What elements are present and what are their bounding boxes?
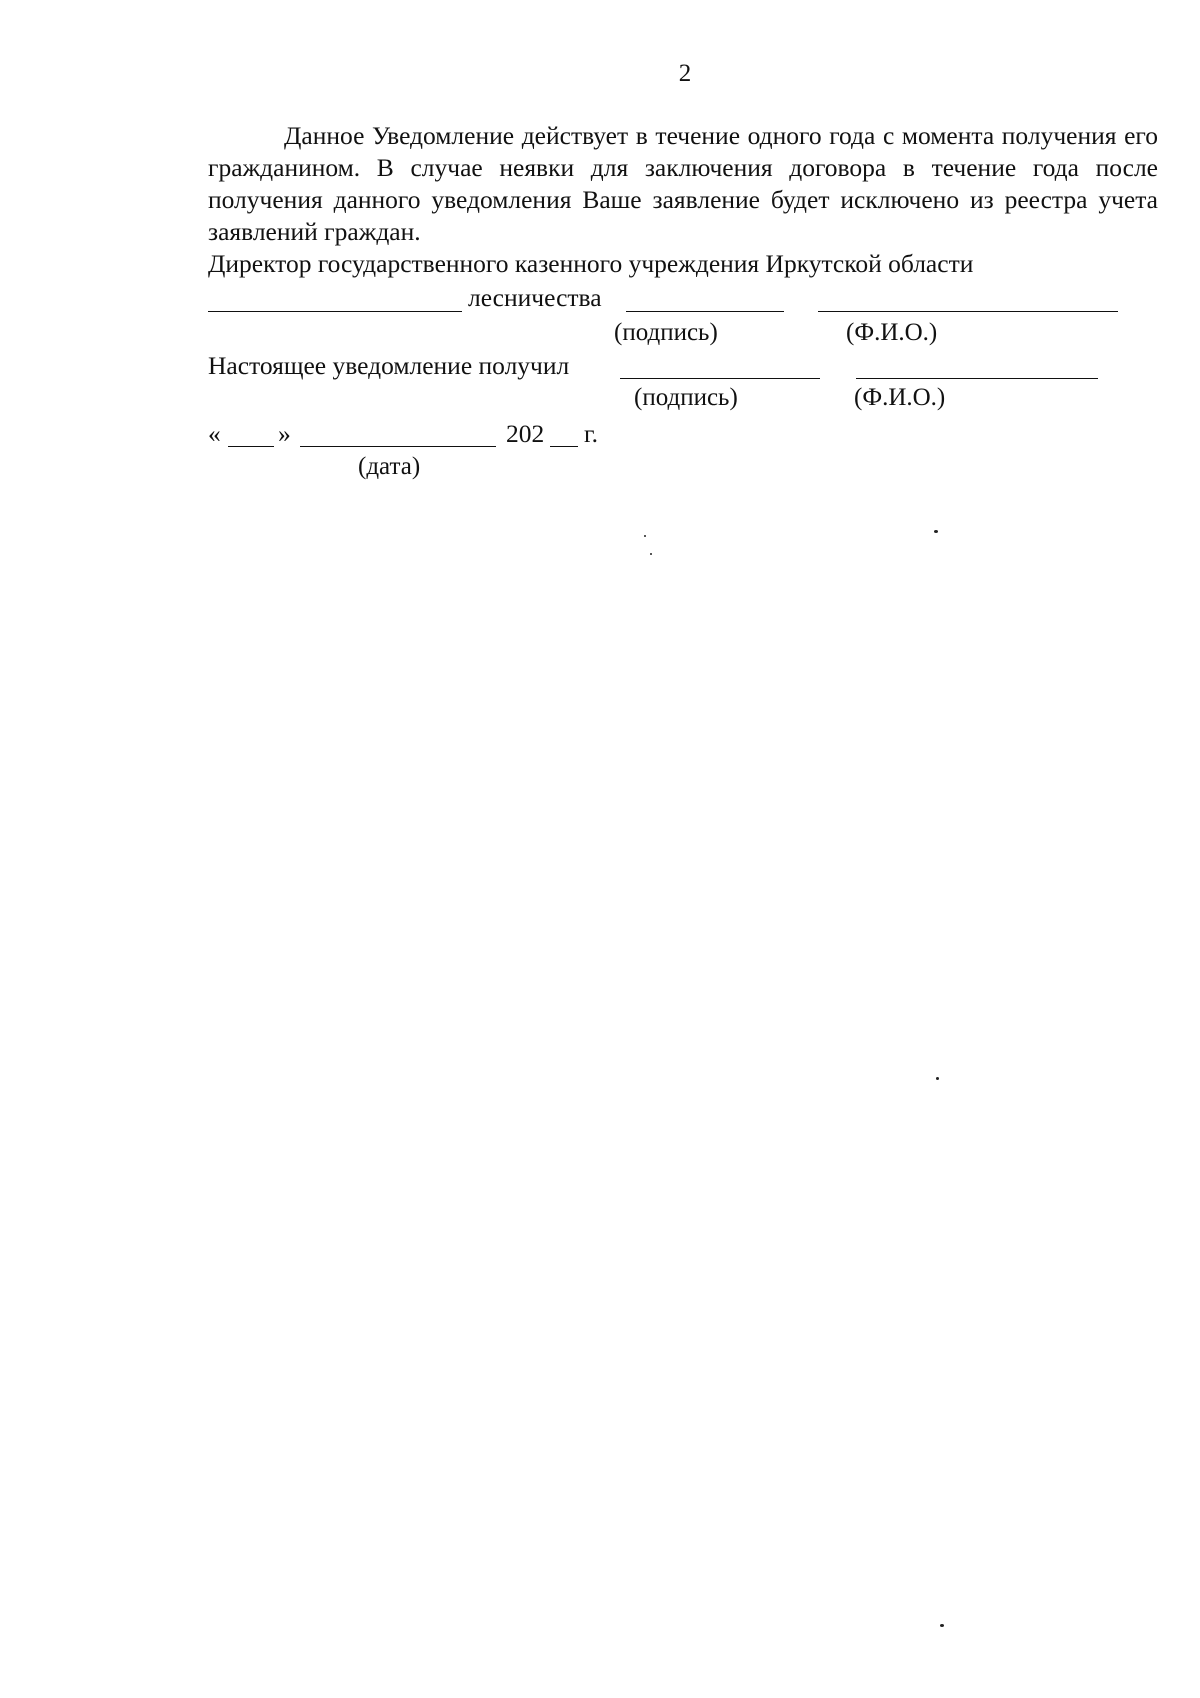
forestry-label: лесничества [468,283,602,312]
recipient-signature-caption: (подпись) [634,384,738,411]
received-label: Настоящее уведомление получил [208,351,570,380]
scan-speck [936,1077,939,1080]
date-year-blank [550,446,578,447]
page-number: 2 [678,60,692,87]
date-year-prefix: 202 [506,419,545,448]
scan-speck [650,553,652,555]
recipient-signature-blank [620,378,820,379]
scan-speck [644,535,646,537]
scan-speck [940,1624,944,1627]
director-signature-caption: (подпись) [614,319,718,346]
director-fio-blank [818,311,1118,312]
director-signature-blank [626,311,784,312]
date-open-quote: « [208,419,221,448]
date-year-suffix: г. [584,419,598,448]
notice-validity-paragraph: Данное Уведомление действует в течение одного года с момента получения его гражданином. В случае неявки для заключения договора в течение года после получения данного уведомления Ваше заявление будет исключено из реестра учета заявлений граждан. [208,121,1158,246]
date-month-blank [300,446,496,447]
forestry-name-blank [208,311,462,312]
recipient-fio-caption: (Ф.И.О.) [854,384,946,411]
date-close-quote: » [278,419,291,448]
date-caption: (дата) [358,453,421,480]
scan-speck [934,530,938,533]
director-line: Директор государственного казенного учреждения Иркутской области [208,249,974,278]
recipient-fio-blank [856,378,1098,379]
date-day-blank [228,446,274,447]
director-fio-caption: (Ф.И.О.) [846,319,938,346]
